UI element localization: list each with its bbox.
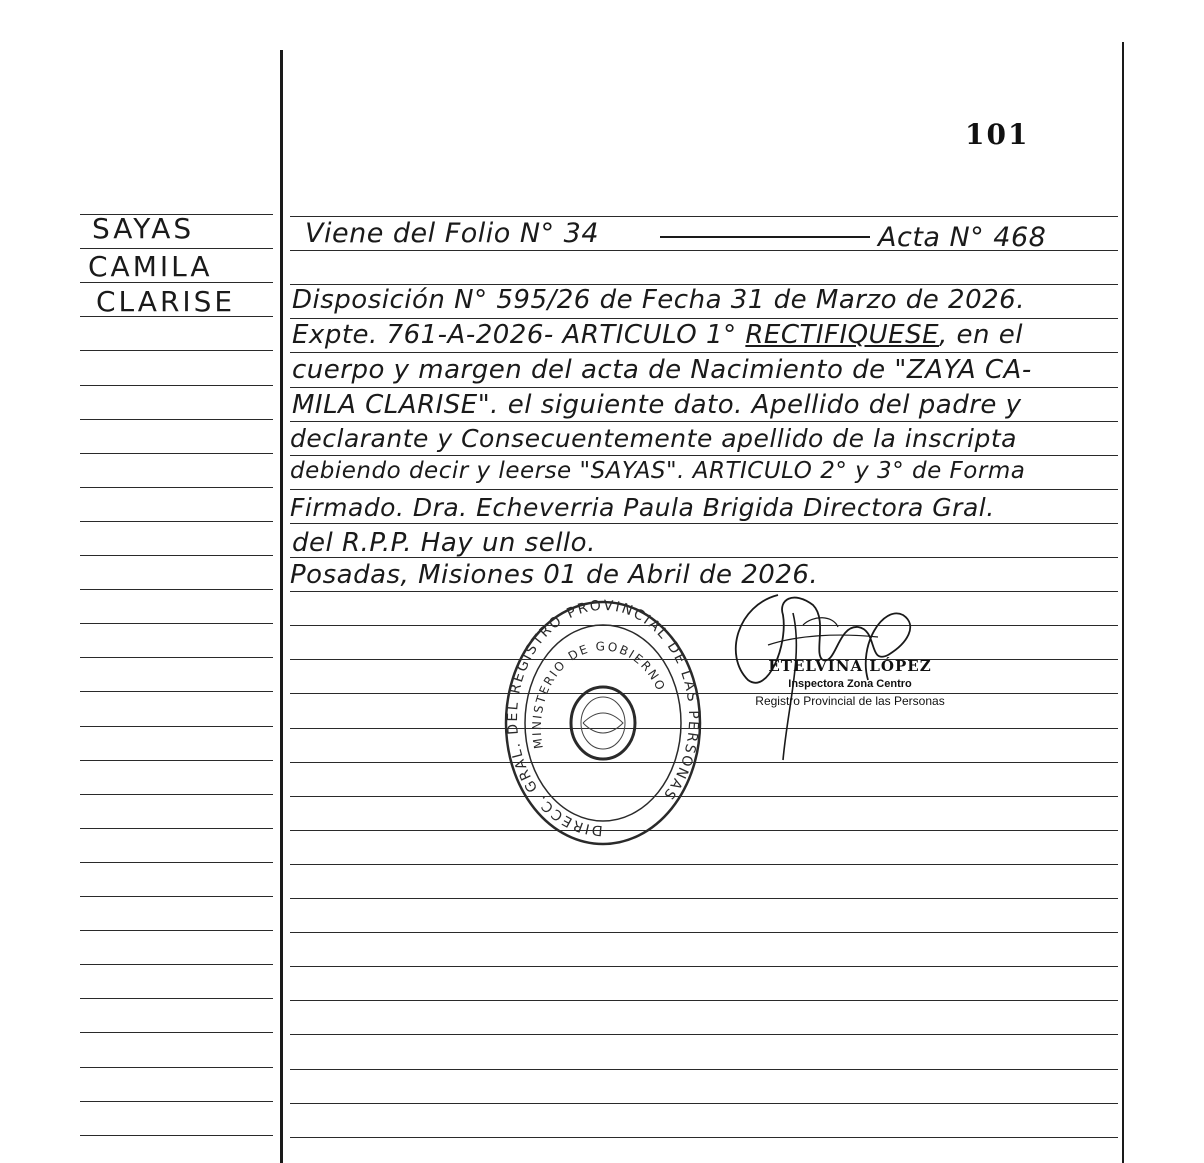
body-rule-line <box>290 523 1118 524</box>
margin-rule-line <box>80 760 273 761</box>
body-rule-line <box>290 728 1118 729</box>
margin-rule-line <box>80 1032 273 1033</box>
body-line-1: Disposición N° 595/26 de Fecha 31 de Marzo de 2026. <box>292 285 1025 315</box>
margin-rule-line <box>80 623 273 624</box>
stamp-office: Registro Provincial de las Personas <box>755 694 945 708</box>
body-rule-line <box>290 693 1118 694</box>
body-line-3: cuerpo y margen del acta de Nacimiento de "ZAYA CA- <box>292 355 1032 385</box>
margin-rule-line <box>80 964 273 965</box>
margin-rule-line <box>80 896 273 897</box>
body-line-2-start: Expte. 761-A-2026- ARTICULO 1° <box>292 320 746 350</box>
body-rule-line <box>290 762 1118 763</box>
official-seal-icon <box>503 598 703 848</box>
body-rule-line <box>290 898 1118 899</box>
acta-number: Acta N° 468 <box>878 222 1047 253</box>
margin-surname: SAYAS <box>92 212 195 245</box>
margin-rule-line <box>80 657 273 658</box>
body-line-2 <box>292 320 1023 350</box>
margin-rule-line <box>80 828 273 829</box>
margin-given-name-1: CAMILA <box>88 250 213 283</box>
margin-rule-line <box>80 1067 273 1068</box>
body-rule-line <box>290 932 1118 933</box>
margin-rule-line <box>80 1101 273 1102</box>
body-rule-line <box>290 318 1118 319</box>
body-rule-line <box>290 489 1118 490</box>
margin-given-name-2: CLARISE <box>96 285 236 318</box>
right-edge-line <box>1122 42 1124 1163</box>
folio-reference: Viene del Folio N° 34 <box>305 218 600 249</box>
body-rule-line <box>290 966 1118 967</box>
stamp-name: ETELVINA LÓPEZ <box>768 657 932 675</box>
folio-number: 101 <box>965 118 1030 151</box>
body-rule-line <box>290 830 1118 831</box>
body-line-6: debiendo decir y leerse "SAYAS". ARTICULO 2° y 3° de Forma <box>290 458 1026 484</box>
body-line-9: Posadas, Misiones 01 de Abril de 2026. <box>290 560 819 590</box>
seal-inner-text: MINISTERIO DE GOBIERNO <box>529 639 669 750</box>
body-rule-line <box>290 455 1118 456</box>
body-line-4: MILA CLARISE". el siguiente dato. Apellido del padre y <box>292 390 1022 420</box>
margin-divider-line <box>280 50 283 1163</box>
svg-text:MINISTERIO DE GOBIERNO <box>530 639 669 749</box>
margin-rule-line <box>80 248 273 249</box>
margin-rule-line <box>80 862 273 863</box>
body-line-2-end: , en el <box>939 320 1024 350</box>
margin-rule-line <box>80 691 273 692</box>
body-rule-line <box>290 591 1118 592</box>
body-rule-line <box>290 659 1118 660</box>
margin-rule-line <box>80 453 273 454</box>
body-line-8: del R.P.P. Hay un sello. <box>292 528 596 558</box>
body-rule-line <box>290 216 1118 217</box>
margin-rule-line <box>80 487 273 488</box>
body-rule-line <box>290 387 1118 388</box>
margin-rule-line <box>80 521 273 522</box>
header-dash <box>660 236 870 238</box>
rectifiquese-word: RECTIFIQUESE <box>745 320 940 350</box>
body-rule-line <box>290 421 1118 422</box>
body-rule-line <box>290 1000 1118 1001</box>
margin-rule-line <box>80 1135 273 1136</box>
margin-rule-line <box>80 555 273 556</box>
margin-rule-line <box>80 794 273 795</box>
body-rule-line <box>290 625 1118 626</box>
margin-rule-line <box>80 419 273 420</box>
body-rule-line <box>290 1103 1118 1104</box>
stamp-role: Inspectora Zona Centro <box>788 678 912 690</box>
body-line-5: declarante y Consecuentemente apellido de la inscripta <box>290 424 1017 453</box>
margin-rule-line <box>80 726 273 727</box>
margin-rule-line <box>80 589 273 590</box>
body-rule-line <box>290 1069 1118 1070</box>
margin-rule-line <box>80 350 273 351</box>
body-line-7: Firmado. Dra. Echeverria Paula Brigida Directora Gral. <box>290 493 995 522</box>
seal-outer-text: DIRECC. GRAL. DEL REGISTRO PROVINCIAL DE LAS PERSONAS <box>504 598 702 839</box>
body-rule-line <box>290 1137 1118 1138</box>
margin-rule-line <box>80 385 273 386</box>
body-rule-line <box>290 1034 1118 1035</box>
margin-rule-line <box>80 930 273 931</box>
body-rule-line <box>290 352 1118 353</box>
body-rule-line <box>290 796 1118 797</box>
margin-rule-line <box>80 998 273 999</box>
inspector-stamp <box>740 657 960 708</box>
body-rule-line <box>290 864 1118 865</box>
